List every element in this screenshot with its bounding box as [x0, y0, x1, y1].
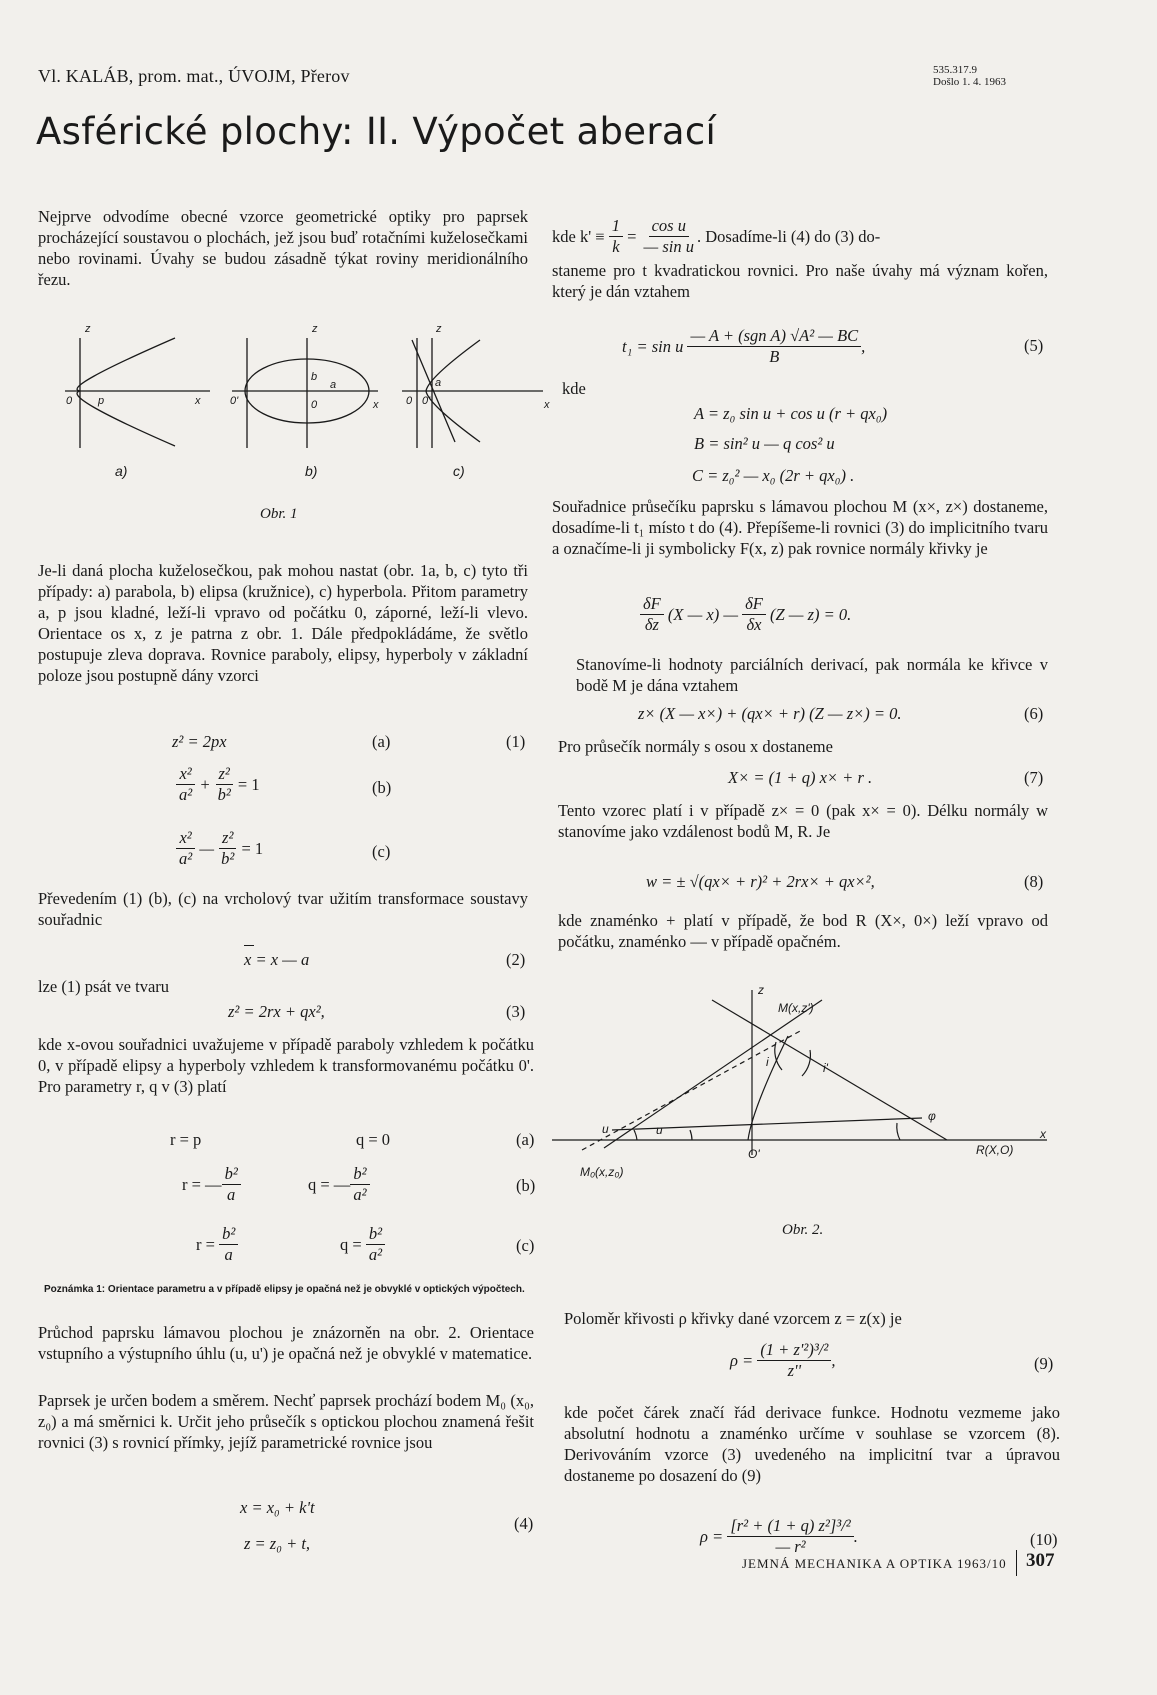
fig2-caption: Obr. 2.: [782, 1222, 824, 1238]
fig1b-op-label: 0': [230, 395, 239, 407]
fig1a-z-label: z: [85, 323, 91, 335]
rq-a-tag: (a): [516, 1130, 535, 1149]
fig2-x-label: x: [1040, 1127, 1046, 1141]
fig1c-x-label: x: [544, 399, 550, 411]
eq2: x = x — a: [244, 950, 310, 969]
fig1c-op-label: 0': [422, 395, 431, 407]
rq-c-q-lhs: q =: [340, 1234, 362, 1254]
fig2-dashed-ray: [582, 1030, 802, 1150]
fig2-u-label-2: u: [656, 1123, 663, 1137]
eq-normal-dx: δx: [746, 615, 762, 634]
eq4b: z = z₀ + t,: [244, 1534, 311, 1553]
fig1c-a-label: a: [435, 377, 442, 389]
kprime-post: . Dosadíme-li (4) do (3) do-: [696, 226, 881, 246]
footer-divider: [1016, 1550, 1017, 1576]
rq-c-tag: (c): [516, 1236, 535, 1255]
author-line: Vl. KALÁB, prom. mat., ÚVOJM, Přerov: [38, 66, 350, 86]
rq-b-q-lhs: q = —: [308, 1174, 351, 1194]
paragraph-form: lze (1) psát ve tvaru: [38, 977, 170, 996]
def-C: C = z₀² — x₀ (2r + qx₀) .: [692, 466, 855, 485]
eq7: X× = (1 + q) x× + r .: [728, 768, 873, 787]
fig2-M-label: M(x,z'): [778, 1001, 814, 1015]
fig2-R-label: R(X,O): [976, 1143, 1014, 1157]
eq1b-rhs: = 1: [237, 774, 260, 794]
eq1c-a2: a²: [179, 849, 193, 868]
eq9-numerator: (1 + z'²)³/²: [757, 1340, 831, 1361]
paragraph-curvature: Poloměr křivosti ρ křivky dané vzorcem z = z(x) je: [564, 1309, 902, 1328]
fig1a-parabola: [77, 338, 175, 446]
eq5-comma: ,: [861, 336, 866, 356]
fig2-angle-phi: [897, 1123, 900, 1140]
page-number: 307: [1026, 1550, 1055, 1571]
kprime-f1-den: k: [612, 237, 620, 256]
fig1a-x-label: x: [195, 395, 201, 407]
fig2-O-label: O': [748, 1147, 760, 1161]
eq1b-tag: (b): [372, 778, 392, 797]
paragraph-normal-length: Tento vzorec platí i v případě z× = 0 (pak x× = 0). Délku normály w stanovíme jako vzdálenost bodů M, R. Je: [558, 801, 1048, 841]
rq-b-r: [182, 1164, 241, 1205]
kprime-f1-num: 1: [609, 216, 623, 237]
fig1c-z-label: z: [436, 323, 442, 335]
eq4a: x = x₀ + k't: [240, 1498, 315, 1517]
fig2-phi-label: φ: [928, 1109, 936, 1123]
eq5: [622, 326, 865, 367]
eq1b-a2: a²: [179, 785, 193, 804]
eq-normal-dz: δz: [644, 615, 659, 634]
eq10-numerator: [r² + (1 + q) z²]³/²: [727, 1516, 853, 1537]
fig2-z-label: z: [758, 983, 764, 997]
fig2-normal: [712, 1000, 947, 1140]
paragraph-normal: Stanovíme-li hodnoty parciálních derivací, pak normála ke křivce v bodě M je dána vztahem: [576, 655, 1048, 695]
journal-footer: JEMNÁ MECHANIKA A OPTIKA 1963/10: [742, 1556, 1007, 1571]
fig1b-z-label: z: [312, 323, 318, 335]
eq4-number: (4): [514, 1514, 534, 1533]
fig2-ip-label: i': [823, 1061, 828, 1075]
eq1b: $\frac{\text{x²}}{\text{a²}}$ + $\frac{\text{z²}}{\text{b²}}$ = 1: [176, 764, 260, 805]
eq5-tag: (5): [1024, 336, 1044, 355]
rq-b-r-num: b²: [222, 1164, 241, 1185]
paragraph-intersection: Souřadnice průsečíku paprsku s lámavou plochou M (x×, z×) dostaneme, dosadíme-li t₁ místo t do (4). Přepíšeme-li rovnici (3) do implicitního tvaru a označíme-li ji symbolicky F(x, z) pak rovnice normály křivky je: [552, 497, 1048, 558]
figure-2: [552, 980, 1052, 1190]
eq6-tag: (6): [1024, 704, 1044, 723]
paragraph-quadratic: staneme pro t kvadratickou rovnici. Pro naše úvahy má význam kořen, který je dán vztahem: [552, 261, 1048, 301]
rq-c-r-num: b²: [219, 1224, 238, 1245]
fig2-M0-label: M₀(x,z₀): [580, 1165, 624, 1179]
eq8-tag: (8): [1024, 872, 1044, 891]
eq1a-tag: (a): [372, 732, 391, 751]
fig1b-b-label: b: [311, 371, 318, 383]
rq-c-q-den: a²: [368, 1245, 383, 1264]
eq1b-b2: b²: [217, 785, 231, 804]
paragraph-refraction: Průchod paprsku lámavou plochou je znázorněn na obr. 2. Orientace vstupního a výstupního úhlu (u, u') je opačná než je obvyklé v matematice.: [38, 1323, 534, 1363]
kprime-f2-num: cos u: [649, 216, 689, 237]
eq10-denominator: — r²: [775, 1537, 806, 1556]
eq3: z² = 2rx + qx²,: [228, 1002, 325, 1021]
eq1c-x2: x²: [176, 828, 194, 849]
fig1b-o-label: 0: [311, 399, 318, 411]
fig2-i-label: i: [766, 1055, 769, 1069]
fig2-angle-u2: [690, 1130, 692, 1140]
kprime-def: [552, 216, 1048, 257]
paragraph-sign: kde znaménko + platí v případě, že bod R (X×, 0×) leží vpravo od počátku, znaménko — v případě opačném.: [558, 911, 1048, 951]
eq3-number: (3): [506, 1002, 526, 1021]
footnote-1: Poznámka 1: Orientace parametru a v případě elipsy je opačná než je obvyklé v optických výpočtech.: [44, 1284, 525, 1295]
fig1a-o-label: 0: [66, 395, 73, 407]
eq1c-z2: z²: [219, 828, 236, 849]
eq8: w = ± √(qx× + r)² + 2rx× + qx×²,: [646, 872, 875, 891]
eq-normal-mid: (X — x) —: [667, 604, 738, 624]
fig1-label-a: a): [115, 463, 128, 479]
eq9-denominator: z'': [787, 1361, 802, 1380]
fig1c-o-label: 0: [406, 395, 413, 407]
figure-1: [60, 318, 560, 488]
eq9-comma: ,: [831, 1350, 836, 1370]
rq-c-q: [340, 1224, 385, 1265]
eq1c-rhs: = 1: [241, 838, 264, 858]
eq1b-x2: x²: [176, 764, 194, 785]
eq10-tag: (10): [1030, 1530, 1058, 1549]
eq5-denominator: B: [769, 347, 780, 366]
kprime-f2-den: — sin u: [643, 237, 694, 256]
rq-b-r-den: a: [227, 1185, 236, 1204]
received-date: Došlo 1. 4. 1963: [933, 76, 1007, 88]
eq1-number: (1): [506, 732, 526, 751]
rq-c-r-lhs: r =: [196, 1234, 215, 1254]
paragraph-ray: Paprsek je určen bodem a směrem. Nechť paprsek prochází bodem M₀ (x₀, z₀) a má směrnici k. Určit jeho průsečík s optickou plochou znamená řešit rovnici (3) s rovnicí přímky, jejíž parametrické rovnice jsou: [38, 1391, 534, 1452]
eq1b-z2: z²: [216, 764, 233, 785]
paragraph-axis: Pro průsečík normály s osou x dostaneme: [558, 737, 833, 756]
intro-paragraph: Nejprve odvodíme obecné vzorce geometrické optiky pro paprsek procházející soustavou o plochách, jež jsou buď rotačními kuželosečkami nebo rovinami. Úvahy se budou zásadně týkat roviny meridionálního řezu.: [38, 207, 528, 289]
kprime-eq: =: [627, 226, 637, 246]
fig1b-a-label: a: [330, 379, 337, 391]
paragraph-derivative: kde počet čárek značí řád derivace funkce. Hodnotu vezmeme jako absolutní hodnotu a znaménko určíme v souhlase se vzorcem (8). Derivováním vzorce (3) uvedeného na implicitní tvar a úpravou dostaneme po dosazení do (9): [564, 1403, 1060, 1485]
paragraph-conics: Je-li daná plocha kuželosečkou, pak mohou nastat (obr. 1a, b, c) tyto tři případy: a) parabola, b) elipsa (kružnice), c) hyperbola. Přitom parametry a, p jsou kladné, leží-li vpravo od počátku 0, záporné, leží-li vlevo. Orientace os x, z je patrna z obr. 1. Dále předpokládáme, že světlo postupuje zleva doprava. Rovnice paraboly, elipsy, hyperboly v základní poloze jsou postupně dány vzorci: [38, 561, 528, 685]
rq-c-q-num: b²: [366, 1224, 385, 1245]
kprime-pre: kde k' ≡: [552, 226, 605, 246]
eq9: [730, 1340, 835, 1381]
eq1a: z² = 2px: [172, 732, 227, 751]
eq10: [700, 1516, 858, 1557]
def-A: A = z₀ sin u + cos u (r + qx₀): [694, 404, 888, 423]
rq-b-q: [308, 1164, 370, 1205]
fig1b-x-label: x: [373, 399, 379, 411]
article-title: Asférické plochy: II. Výpočet aberací: [36, 110, 717, 153]
eq2-number: (2): [506, 950, 526, 969]
rq-a-r: r = p: [170, 1130, 202, 1149]
eq-normal: [640, 594, 851, 635]
fig1a-p-label: p: [98, 395, 105, 407]
eq6: z× (X — x×) + (qx× + r) (Z — z×) = 0.: [638, 704, 902, 723]
eq5-lhs: t₁ = sin u: [622, 336, 684, 356]
fig1-label-b: b): [305, 463, 318, 479]
def-B: B = sin² u — q cos² u: [694, 434, 835, 453]
eq10-dot: .: [853, 1526, 858, 1546]
rq-b-q-den: a²: [353, 1185, 367, 1204]
paragraph-params: kde x-ovou souřadnici uvažujeme v případě paraboly vzhledem k počátku 0, v případě elipsy a hyperboly vzhledem k transformovanému počátku 0'. Pro parametry r, q v (3) platí: [38, 1035, 534, 1096]
eq-normal-dF1: δF: [640, 594, 664, 615]
eq1c: $\frac{\text{x²}}{\text{a²}}$ — $\frac{\text{z²}}{\text{b²}}$ = 1: [176, 828, 263, 869]
udc-number: 535.317.9: [933, 64, 977, 76]
rq-c-r-den: a: [224, 1245, 233, 1264]
fig2-angle-u1: [634, 1130, 637, 1140]
eq1c-tag: (c): [372, 842, 391, 861]
rq-a-q: q = 0: [356, 1130, 391, 1149]
fig1-label-c: c): [453, 463, 465, 479]
eq10-lhs: ρ =: [700, 1526, 724, 1546]
rq-b-r-lhs: r = —: [182, 1174, 222, 1194]
rq-b-q-num: b²: [350, 1164, 369, 1185]
fig1-caption: Obr. 1: [260, 506, 298, 522]
rq-b-tag: (b): [516, 1176, 536, 1195]
kde-label: kde: [562, 379, 586, 398]
eq9-lhs: ρ =: [730, 1350, 754, 1370]
eq5-numerator: — A + (sgn A) √A² — BC: [687, 326, 861, 347]
eq2-overbar: [244, 945, 254, 946]
eq-normal-dF2: δF: [742, 594, 766, 615]
fig2-u-label-1: u: [602, 1122, 609, 1136]
eq-normal-end: (Z — z) = 0.: [769, 604, 852, 624]
paragraph-transform: Převedením (1) (b), (c) na vrcholový tvar užitím transformace soustavy souřadnic: [38, 889, 528, 929]
eq7-tag: (7): [1024, 768, 1044, 787]
rq-c-r: [196, 1224, 238, 1265]
eq9-tag: (9): [1034, 1354, 1054, 1373]
eq1c-b2: b²: [221, 849, 235, 868]
udc-code: [933, 64, 1006, 88]
